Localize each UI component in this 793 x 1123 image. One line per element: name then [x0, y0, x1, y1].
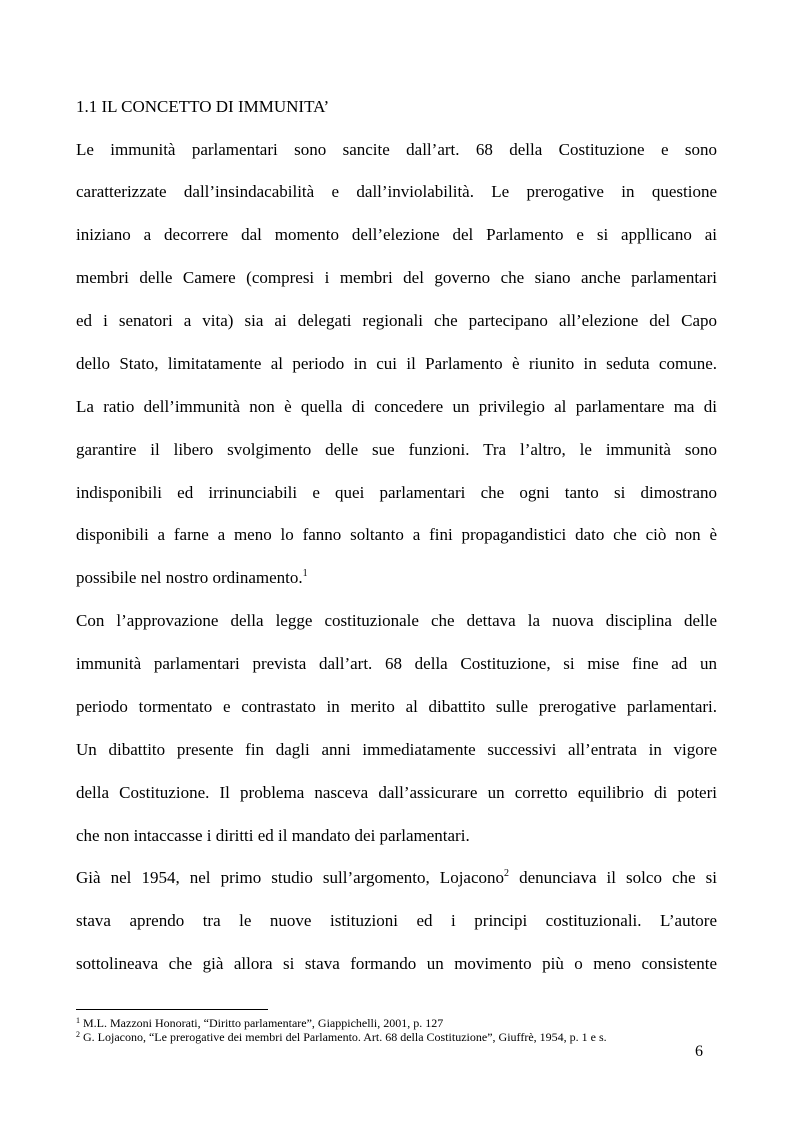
footnote-2: [76, 1030, 607, 1044]
body-line: immunità parlamentari prevista dall’art. 68 della Costituzione, si mise fine ad un: [76, 654, 717, 673]
footnote-ref-2[interactable]: 2: [504, 868, 510, 879]
body-line: disponibili a farne a meno lo fanno soltanto a fini propagandistici dato che ciò non è: [76, 525, 717, 544]
body-line: Le immunità parlamentari sono sancite dall’art. 68 della Costituzione e sono: [76, 140, 717, 159]
body-line: iniziano a decorrere dal momento dell’elezione del Parlamento e si appllicano ai: [76, 225, 717, 244]
body-line: Un dibattito presente fin dagli anni immediatamente successivi all’entrata in vigore: [76, 740, 717, 759]
footnote-text: M.L. Mazzoni Honorati, “Diritto parlamentare”, Giappichelli, 2001, p. 127: [80, 1016, 444, 1030]
body-line: stava aprendo tra le nuove istituzioni ed i principi costituzionali. L’autore: [76, 911, 717, 930]
body-line: periodo tormentato e contrastato in merito al dibattito sulle prerogative parlamentari.: [76, 697, 717, 716]
body-line: garantire il libero svolgimento delle sue funzioni. Tra l’altro, le immunità sono: [76, 440, 717, 459]
body-text: denunciava il solco che si: [509, 868, 717, 887]
body-line: indisponibili ed irrinunciabili e quei parlamentari che ogni tanto si dimostrano: [76, 483, 717, 502]
body-line: [76, 867, 717, 889]
body-line: della Costituzione. Il problema nasceva dall’assicurare un corretto equilibrio di poteri: [76, 783, 717, 802]
footnote-1: [76, 1016, 443, 1030]
footnote-separator: [76, 1009, 268, 1010]
body-text: possibile nel nostro ordinamento.: [76, 568, 303, 587]
body-line: dello Stato, limitatamente al periodo in cui il Parlamento è riunito in seduta comune.: [76, 354, 717, 373]
footnote-number: 1: [76, 1016, 80, 1025]
body-line: [76, 567, 717, 589]
footnote-text: G. Lojacono, “Le prerogative dei membri del Parlamento. Art. 68 della Costituzione”, Giuffrè, 1954, p. 1 e s.: [80, 1030, 607, 1044]
page-number: 6: [695, 1043, 703, 1060]
body-line: La ratio dell’immunità non è quella di concedere un privilegio al parlamentare ma di: [76, 397, 717, 416]
body-line: ed i senatori a vita) sia ai delegati regionali che partecipano all’elezione del Capo: [76, 311, 717, 330]
section-heading: 1.1 IL CONCETTO DI IMMUNITA’: [76, 97, 330, 116]
footnote-number: 2: [76, 1030, 80, 1039]
body-line: caratterizzate dall’insindacabilità e dall’inviolabilità. Le prerogative in questione: [76, 182, 717, 201]
body-line: sottolineava che già allora si stava formando un movimento più o meno consistente: [76, 954, 717, 973]
footnote-ref-1[interactable]: 1: [302, 568, 308, 579]
body-line: membri delle Camere (compresi i membri del governo che siano anche parlamentari: [76, 268, 717, 287]
body-line: che non intaccasse i diritti ed il mandato dei parlamentari.: [76, 826, 470, 845]
body-text: Già nel 1954, nel primo studio sull’argomento, Lojacono: [76, 868, 505, 887]
body-line: Con l’approvazione della legge costituzionale che dettava la nuova disciplina delle: [76, 611, 717, 630]
